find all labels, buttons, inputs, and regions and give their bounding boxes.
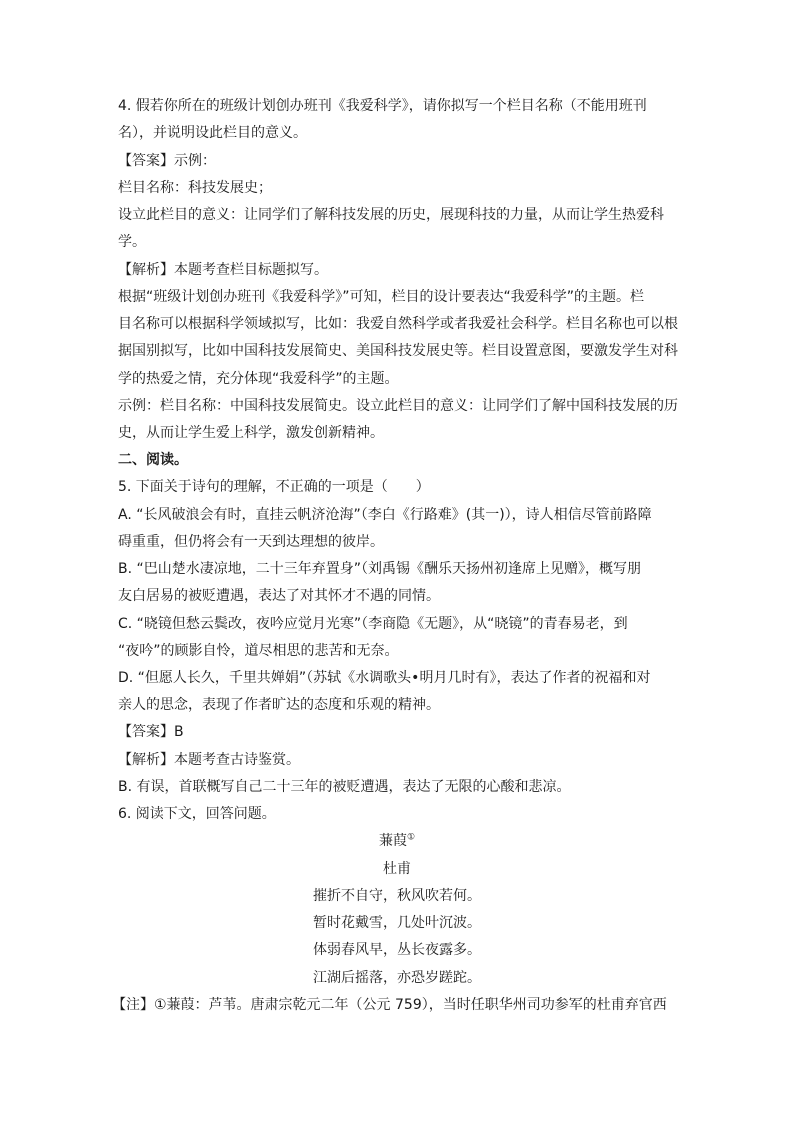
- q4-stem-line-1: 4. 假若你所在的班级计划创办班刊《我爱科学》，请你拟写一个栏目名称（不能用班刊: [118, 98, 647, 114]
- q5-option-c-line-2: “夜吟”的顾影自怜，道尽相思的悲苦和无奈。: [118, 643, 399, 659]
- q5-option-a-line-1: A. “长风破浪会有时，直挂云帆济沧海”（李白《行路难》(其一)），诗人相信尽管前路障: [118, 507, 652, 523]
- poem-title: [0, 832, 794, 850]
- poem-line: 摧折不自守，秋风吹若何。: [313, 888, 481, 904]
- q5-option-b-line-2: 友白居易的被贬遭遇，表达了对其怀才不遇的同情。: [118, 588, 440, 604]
- q5-option-c-line-1: C. “晓镜但愁云鬓改，夜吟应觉月光寒”（李商隐《无题》，从“晓镜”的青春易老，到: [118, 616, 628, 632]
- q5-analysis-line: B. 有误，首联概写自己二十三年的被贬遭遇，表达了无限的心酸和悲凉。: [118, 779, 571, 795]
- q5-option-a-line-2: 碍重重，但仍将会有一天到达理想的彼岸。: [118, 534, 384, 550]
- poem-title-text: 蒹葭: [378, 833, 407, 849]
- poem-author: 杜甫: [383, 861, 411, 877]
- q4-analysis-label: 【解析】本题考查栏目标题拟写。: [118, 262, 328, 278]
- q5-answer: 【答案】B: [118, 724, 184, 740]
- q4-answer-line-1: 栏目名称：科技发展史；: [118, 180, 272, 196]
- q4-answer-line-2: 设立此栏目的意义：让同学们了解科技发展的历史，展现科技的力量，从而让学生热爱科: [118, 207, 664, 223]
- q4-stem-line-2: 名），并说明设此栏目的意义。: [118, 125, 307, 141]
- poem-title-footnote-mark: ①: [406, 832, 416, 843]
- q4-analysis-line: 据国别拟写，比如中国科技发展简史、美国科技发展史等。栏目设置意图，要激发学生对科: [118, 343, 678, 359]
- q5-option-d-line-2: 亲人的思念，表现了作者旷达的态度和乐观的精神。: [118, 697, 440, 713]
- section-heading-reading: 二、阅读。: [118, 452, 188, 468]
- q6-stem: 6. 阅读下文，回答问题。: [118, 806, 276, 822]
- q4-analysis-line: 目名称可以根据科学领域拟写，比如：我爱自然科学或者我爱社会科学。栏目名称也可以根: [118, 316, 678, 332]
- poem-line: 江湖后摇落，亦恐岁蹉跎。: [313, 970, 481, 986]
- q4-analysis-line: 史，从而让学生爱上科学，激发创新精神。: [118, 425, 384, 441]
- q4-analysis-line: 示例：栏目名称：中国科技发展简史。设立此栏目的意义：让同学们了解中国科技发展的历: [118, 398, 678, 414]
- q4-answer-line-3: 学。: [118, 234, 146, 250]
- poem-note: 【注】①蒹葭：芦苇。唐肃宗乾元二年（公元 759），当时任职华州司功参军的杜甫弃官西: [112, 997, 667, 1013]
- q5-stem: 5. 下面关于诗句的理解，不正确的一项是（ ）: [118, 479, 430, 495]
- q5-analysis-label: 【解析】本题考查古诗鉴赏。: [118, 752, 300, 768]
- q4-analysis-line: 学的热爱之情，充分体现“我爱科学”的主题。: [118, 371, 399, 387]
- q4-answer-label: 【答案】示例：: [118, 153, 216, 169]
- q5-option-b-line-1: B. “巴山楚水凄凉地，二十三年弃置身”（刘禹锡《酬乐天扬州初逢席上见赠》，概写朋: [118, 561, 642, 577]
- poem-line: 暂时花戴雪，几处叶沉波。: [313, 915, 481, 931]
- poem-line: 体弱春风早，丛长夜露多。: [313, 942, 481, 958]
- q5-option-d-line-1: D. “但愿人长久，千里共婵娟”（苏轼《水调歌头•明月几时有》，表达了作者的祝福和对: [118, 670, 651, 686]
- q4-analysis-line: 根据“班级计划创办班刊《我爱科学》”可知，栏目的设计要表达“我爱科学”的主题。栏: [118, 289, 645, 305]
